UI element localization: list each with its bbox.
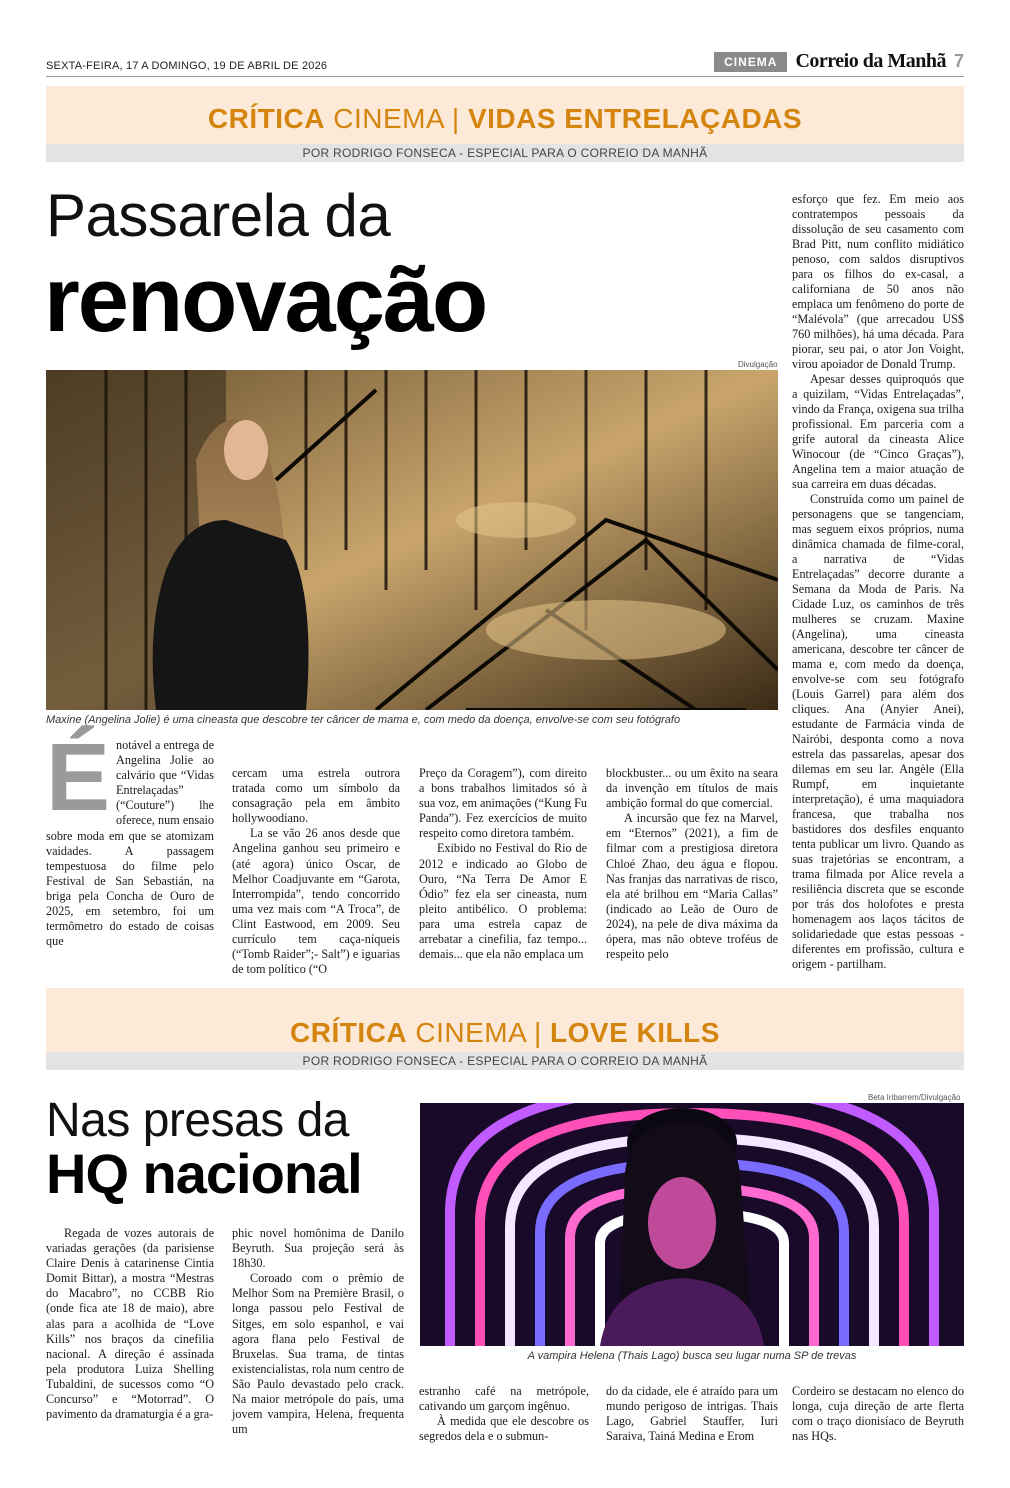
article1-column-2: [232, 766, 400, 977]
article2-col4-p1: do da cidade, ele é atraído para um mundo perigoso de intrigas. Thais Lago, Gabriel Stauffer, Iuri Saraiva, Tainá Medina e Erom: [606, 1384, 778, 1444]
article2-col2-p2: Coroado com o prêmio de Melhor Som na Première Brasil, o longa passou pelo Festival de Sitges, em solo espanhol, e vai agora flana pelo Festival de Bruxelas. Sua trama, de tintas existencialistas, rola num centro de São Paulo devastado pelo crack. Na maior metrópole do país, uma jovem vampira, Helena, frequenta um: [232, 1271, 404, 1437]
article1-byline: POR RODRIGO FONSECA - ESPECIAL PARA O CORREIO DA MANHÃ: [46, 144, 964, 162]
article2-col3-p1: estranho café na metrópole, cativando um garçom ingênuo.: [419, 1384, 589, 1414]
article1-column-1: [46, 724, 214, 949]
neon-portrait-illustration: [420, 1103, 964, 1346]
article1-col1-text: notável a entrega de Angelina Jolie ao calvário que “Vidas Entrelaçadas” (“Couture”) lhe oferece, num ensaio sobre moda em que se atomizam vaidades. A passagem tempestuosa do filme pelo Festival de San Sebastián, na briga pela Concha de Ouro de 2025, em setembro, foi um termômetro do estado de coisas que: [46, 738, 214, 949]
article1-photo-credit: Divulgação: [738, 360, 778, 369]
edition-date: SEXTA-FEIRA, 17 A DOMINGO, 19 DE ABRIL DE 2026: [46, 60, 328, 72]
article1-col4-p1: blockbuster... ou um êxito na seara da invenção em títulos de mais ambição formal do que comercial.: [606, 766, 778, 811]
article2-col1-text: Regada de vozes autorais de variadas gerações (da parisiense Claire Denis à catarinense Cintia Domit Bittar), a mostra “Mestras do Macabro”, no CCBB Rio (onde fica ate 18 de maio), abre alas para a acolhida de “Love Kills” nos braços da cinefilia nacional. A direção é assinada pela produtora Luiza Shelling Tubaldini, de sucessos como “O Concurso” e “Motorrad”. O pavimento da dramaturgia é a gra-: [46, 1226, 214, 1422]
article1-kicker: [46, 86, 964, 136]
article2-col2-p1: phic novel homônima de Danilo Beyruth. Sua projeção será às 18h30.: [232, 1226, 404, 1271]
article1-headline-light: Passarela da: [46, 182, 391, 249]
article1-kicker-bold1: CRÍTICA: [207, 103, 325, 134]
article1-headline-bold: renovação: [44, 249, 487, 351]
article2-byline: POR RODRIGO FONSECA - ESPECIAL PARA O CORREIO DA MANHÃ: [46, 1052, 964, 1070]
article1-col4-p2: A incursão que fez na Marvel, em “Eternos” (2021), a fim de filmar com a prestigiosa diretora Chloé Zhao, deu água e flopou. Nas franjas das narrativas de risco, ela até brilhou em “Maria Callas” (indicado ao Leão de Ouro de 2024), na pele de diva máxima da ópera, mas não obteve troféus de respeito pelo: [606, 811, 778, 962]
article1-kicker-banner: [46, 86, 964, 144]
article1-column-3: [419, 766, 587, 962]
article1-col5-p2: Apesar desses quiproquós que a quizilam, “Vidas Entrelaçadas”, vindo da França, oxigena sua trilha profissional. Em parceria com a grife autoral da cineasta Alice Winocour (de “Cinco Graças”), Angelina tem a maior atuação de sua carreira em duas décadas.: [792, 372, 964, 491]
article2-kicker-light: CINEMA |: [415, 1017, 542, 1048]
article2-headline-bold: HQ nacional: [46, 1142, 362, 1205]
article2-column-2: [232, 1226, 404, 1437]
article1-col5-p1: esforço que fez. Em meio aos contratempos pessoais da dissolução de seu casamento com Brad Pitt, num conflito midiático penoso, com saldos disruptivos para os filhos do ex-casal, a californiana de 50 anos não emplaca um fenômeno do porte de “Malévola” (que arrecadou US$ 760 milhões), há uma década. Para piorar, seu pai, o ator Jon Voight, virou apoiador de Donald Trump.: [792, 192, 964, 371]
article1-kicker-light: CINEMA |: [333, 103, 460, 134]
masthead: [714, 50, 964, 73]
article2-column-1: [46, 1226, 214, 1422]
article2-headline-light: Nas presas da: [46, 1094, 349, 1147]
newspaper-name: Correio da Manhã: [795, 50, 946, 72]
article2-column-4: [606, 1384, 778, 1444]
section-label: CINEMA: [714, 52, 787, 72]
staircase-photo-illustration: [46, 370, 778, 710]
article2-photo-credit: Beta Iribarrem/Divulgação: [868, 1093, 961, 1102]
article2-kicker-bold2: LOVE KILLS: [550, 1017, 720, 1048]
article2-kicker-bold1: CRÍTICA: [290, 1017, 408, 1048]
article1-col3-p2: Exibido no Festival do Rio de 2012 e indicado ao Globo de Ouro, “Na Terra De Amor E Ódio” fez ela ser cineasta, num pleito antibélico. O problema: para uma estrela capaz de arrebatar a cinefilia, faz tempo... demais... que ela não emplaca um: [419, 841, 587, 962]
article1-col2-p2: La se vão 26 anos desde que Angelina ganhou seu primeiro e (até agora) único Oscar, de Melhor Coadjuvante em “Garota, Interrompida”, tendo concorrido uma vez mais com “A Troca”, de Clint Eastwood, em 2009. Seu currículo tem caça-níqueis (“Tomb Raider”;- Salt”) e iguarias de tom político (“O: [232, 826, 400, 977]
article2-column-5: [792, 1384, 964, 1444]
article1-column-5: [792, 192, 964, 972]
article1-dropcap: É: [46, 724, 111, 831]
article2-kicker-banner: [46, 988, 964, 1052]
article2-photo: [420, 1103, 964, 1346]
article1-photo: [46, 370, 778, 710]
header-rule: [46, 76, 964, 77]
article2-column-3: [419, 1384, 589, 1444]
article1-caption: Maxine (Angelina Jolie) é uma cineasta que descobre ter câncer de mama e, com medo da doença, envolve-se com seu fotógrafo: [46, 714, 681, 726]
article1-kicker-bold2: VIDAS ENTRELAÇADAS: [467, 103, 803, 134]
article1-col5-p3: Construída como um painel de personagens que se tangenciam, mas seguem eixos próprios, numa dinâmica chamada de filme-coral, a narrativa de “Vidas Entrelaçadas” decorre durante a Semana da Moda de Paris. Na Cidade Luz, os caminhos de três mulheres se cruzam. Maxine (Angelina), uma cineasta americana, descobre ter câncer de mama e, com medo da doença, envolve-se com seu fotógrafo (Louis Garrel) para além dos cliques. Ana (Anyier Anei), estudante de Farmácia vinda de Nairóbi, desponta como a nova estrela das passarelas, apesar dos dilemas em seu lar. Angèle (Ella Rumpf, em inquietante interpretação), é uma maquiadora francesa, que trabalha nos bastidores dos desfiles enquanto tenta publicar um livro. Quando as suas trajetórias se encontram, a trama filmada por Alice revela a resiliência discreta que se esconde por trás dos holofotes e presta homenagem aos laços tácitos de solidariedade que estas pessoas - diferentes em profissão, cultura e origem - partilham.: [792, 492, 964, 971]
article2-caption: A vampira Helena (Thais Lago) busca seu lugar numa SP de trevas: [527, 1350, 857, 1362]
article2-kicker: [46, 988, 964, 1050]
article1-column-4: [606, 766, 778, 962]
article2-col5-p1: Cordeiro se destacam no elenco do longa, cuja direção de arte flerta com o traço dionisíaco de Beyruth nas HQs.: [792, 1384, 964, 1444]
page-number: 7: [953, 51, 964, 71]
article1-col2-p1: cercam uma estrela outrora tratada como um símbolo da consagração pela em âmbito hollywoodiano.: [232, 766, 400, 826]
article2-col3-p2: À medida que ele descobre os segredos dela e o submun-: [419, 1414, 589, 1444]
article1-col3-p1: Preço da Coragem”), com direito a bons trabalhos limitados só à sua voz, em animações (“Kung Fu Panda”). Fez exercícios de muito respeito como diretora também.: [419, 766, 587, 841]
